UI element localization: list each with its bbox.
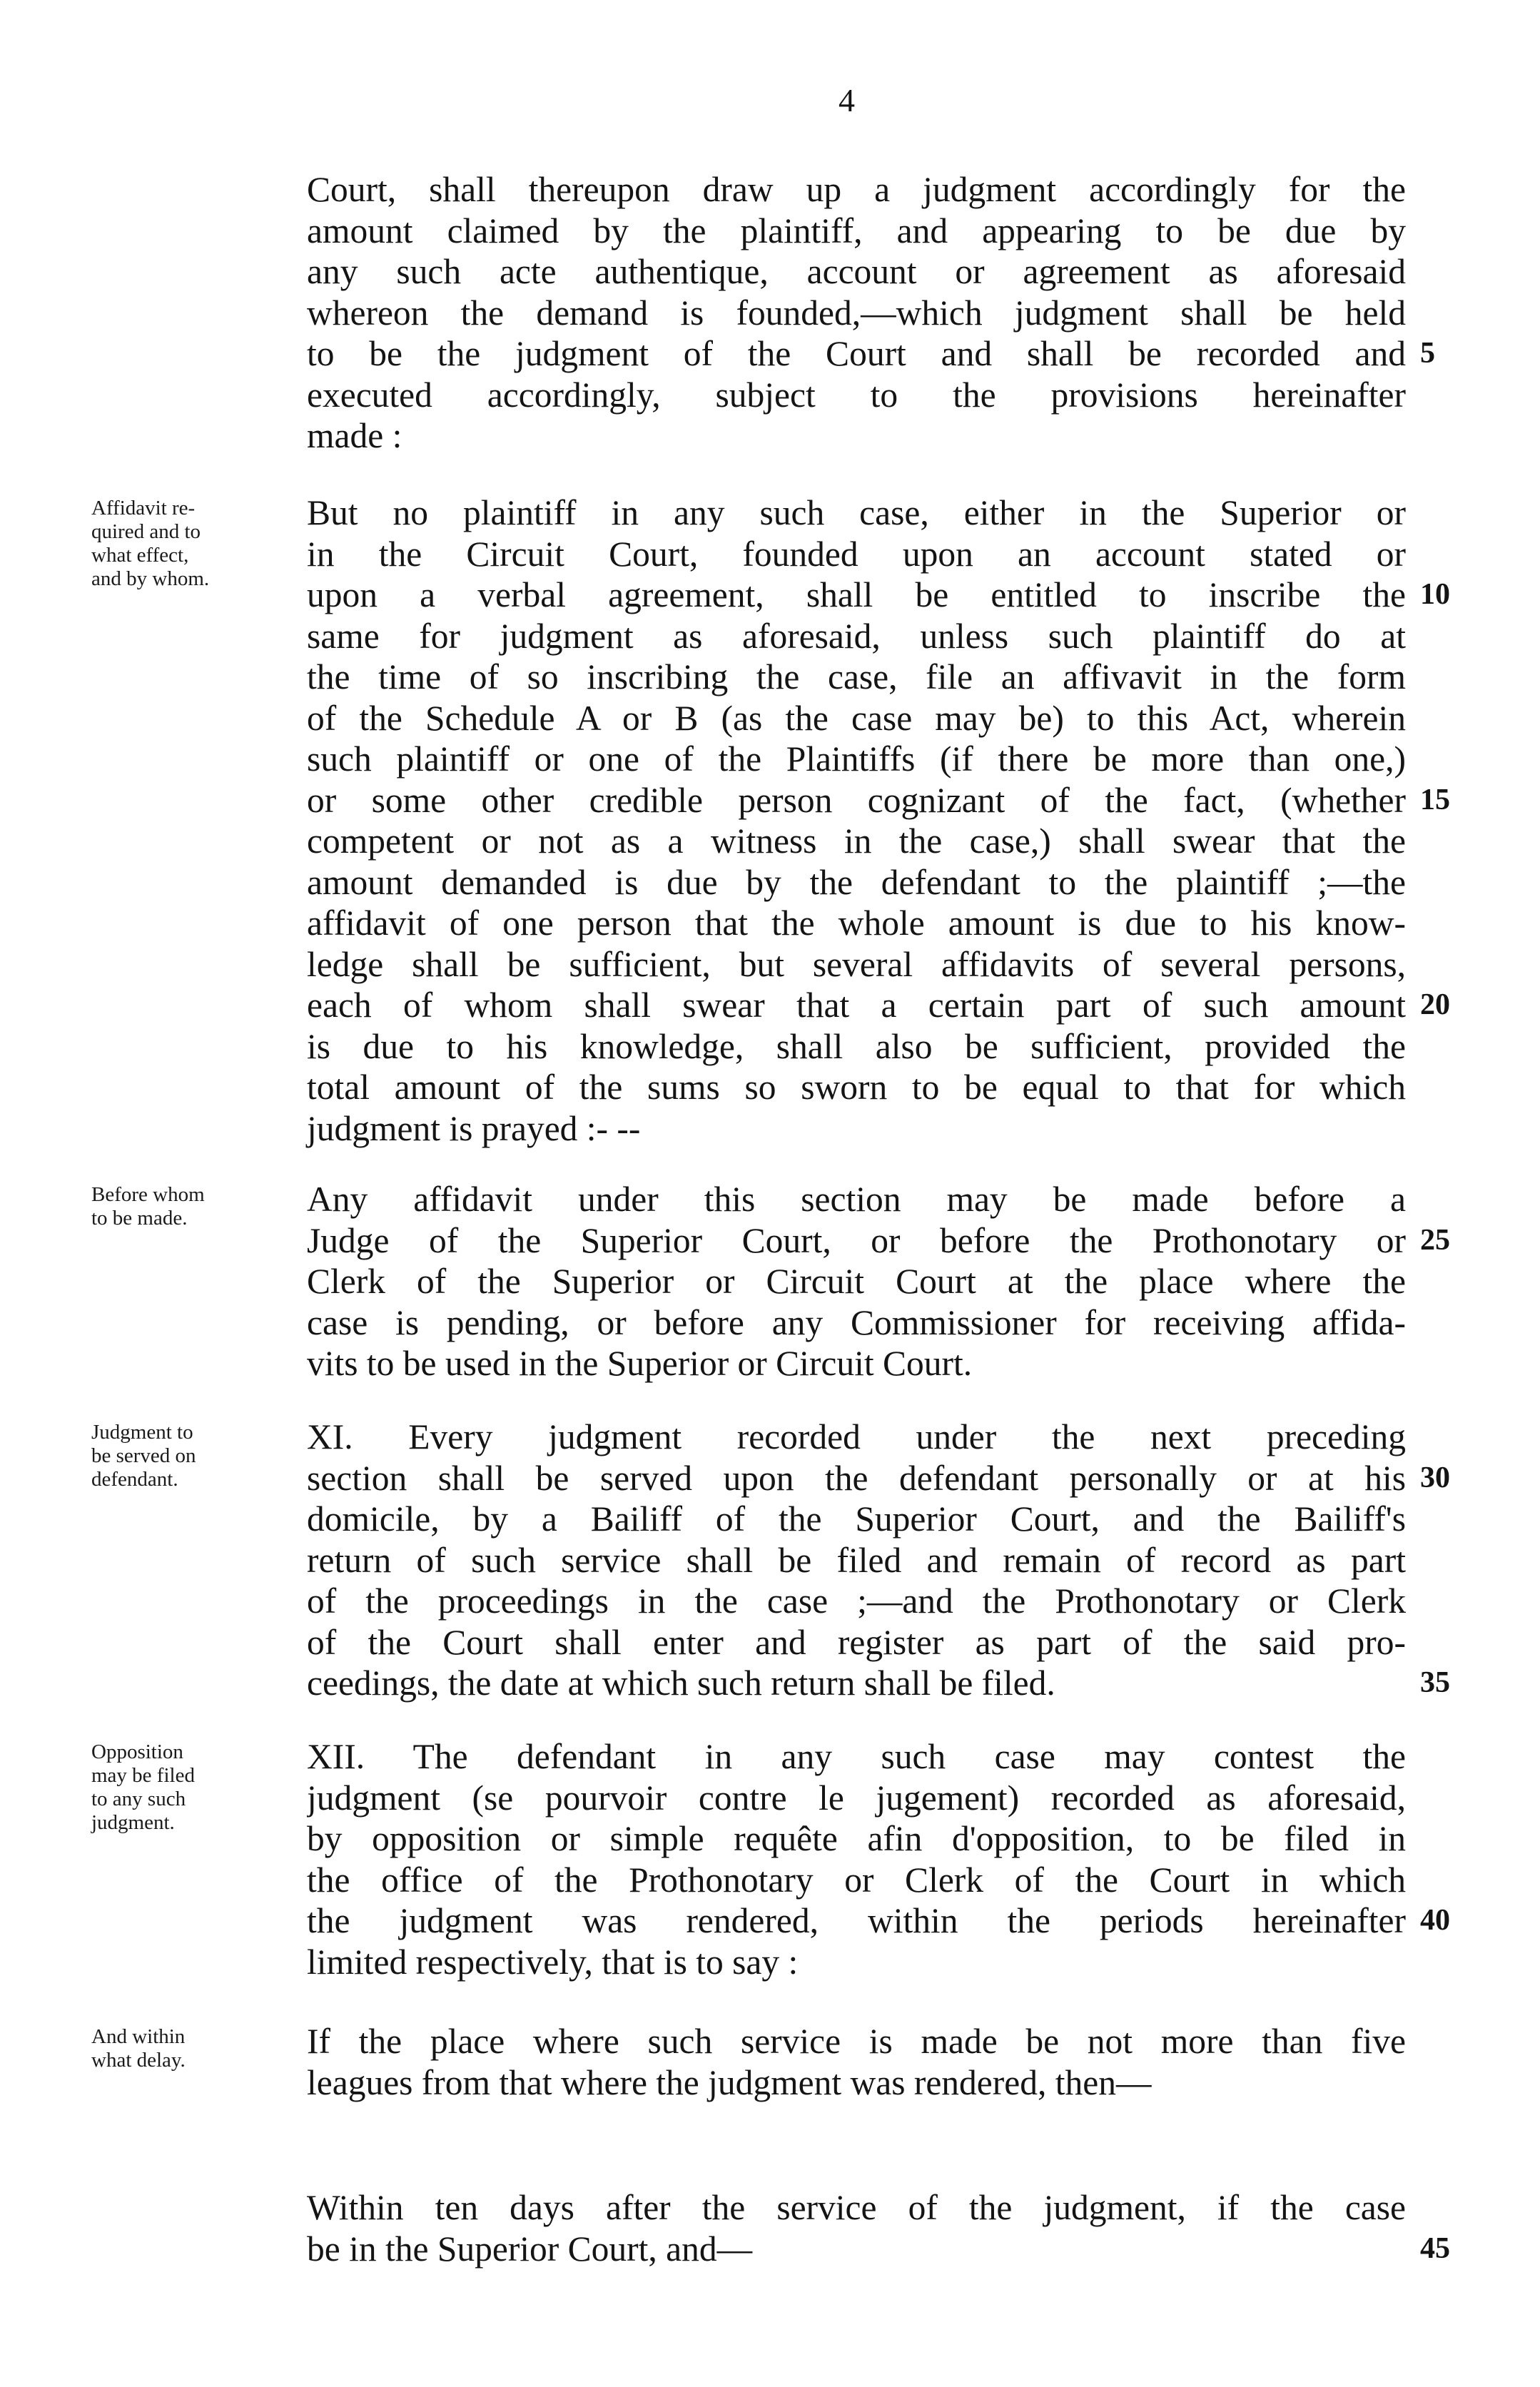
text-line-content: XI. Every judgment recorded under the next preceding xyxy=(307,1417,1406,1456)
text-line xyxy=(307,944,1406,985)
text-line xyxy=(307,1261,1406,1302)
text-line xyxy=(307,574,1406,615)
text-line xyxy=(307,1026,1406,1067)
text-line xyxy=(307,1108,1406,1149)
margin-note-line: what delay. xyxy=(91,2049,186,2072)
text-line-content: section shall be served upon the defendant personally or at his xyxy=(307,1459,1406,1498)
text-line xyxy=(307,2187,1406,2228)
margin-note xyxy=(91,497,270,591)
text-line-content: Any affidavit under this section may be made before a xyxy=(307,1180,1406,1219)
line-number: 20 xyxy=(1420,988,1450,1021)
text-line-content: affidavit of one person that the whole amount is due to his know- xyxy=(307,903,1406,943)
text-line xyxy=(307,698,1406,739)
margin-note-line: defendant. xyxy=(91,1468,178,1491)
text-line xyxy=(307,251,1406,292)
text-line xyxy=(307,211,1406,251)
text-line xyxy=(307,780,1406,821)
margin-note-line: Judgment to xyxy=(91,1421,193,1444)
margin-note-line: to any such xyxy=(91,1788,186,1810)
text-line-content: leagues from that where the judgment was rendered, then— xyxy=(307,2063,1152,2102)
text-line-content: XII. The defendant in any such case may contest the xyxy=(307,1737,1406,1776)
text-line xyxy=(307,903,1406,943)
line-number: 35 xyxy=(1420,1666,1450,1699)
text-line xyxy=(307,534,1406,574)
text-line xyxy=(307,1818,1406,1859)
text-line-content: Court, shall thereupon draw up a judgment accordingly for the xyxy=(307,170,1406,209)
text-line xyxy=(307,1417,1406,1457)
text-line-content: judgment is prayed :- -- xyxy=(307,1109,641,1148)
text-line-content: the office of the Prothonotary or Clerk of the Court in which xyxy=(307,1860,1406,1900)
text-line xyxy=(307,616,1406,657)
text-line-content: amount claimed by the plaintiff, and appearing to be due by xyxy=(307,211,1406,250)
text-line-content: domicile, by a Bailiff of the Superior Court, and the Bailiff's xyxy=(307,1499,1406,1539)
line-number: 10 xyxy=(1420,578,1450,611)
margin-note-line: quired and to xyxy=(91,520,201,543)
text-line xyxy=(307,1499,1406,1539)
text-line-content: same for judgment as aforesaid, unless such plaintiff do at xyxy=(307,617,1406,656)
text-line-content: the time of so inscribing the case, file an affivavit in the form xyxy=(307,657,1406,696)
text-line xyxy=(307,2229,1406,2269)
margin-note-line: And within xyxy=(91,2025,186,2048)
text-line xyxy=(307,1581,1406,1621)
text-line-content: Within ten days after the service of the judgment, if the case xyxy=(307,2188,1406,2227)
text-line-content: competent or not as a witness in the case,) shall swear that the xyxy=(307,821,1406,861)
text-line-content: upon a verbal agreement, shall be entitled to inscribe the xyxy=(307,575,1406,614)
text-line-content: But no plaintiff in any such case, either in the Superior or xyxy=(307,493,1406,532)
text-line xyxy=(307,821,1406,861)
text-line-content: Clerk of the Superior or Circuit Court at the place where the xyxy=(307,1262,1406,1301)
text-line-content: If the place where such service is made be not more than five xyxy=(307,2022,1406,2061)
text-line xyxy=(307,1778,1406,1818)
margin-note-line: to be made. xyxy=(91,1207,188,1230)
text-line xyxy=(307,2062,1406,2103)
text-line-content: of the Court shall enter and register as part of the said pro- xyxy=(307,1623,1406,1662)
line-number: 25 xyxy=(1420,1224,1450,1257)
text-line xyxy=(307,1736,1406,1777)
text-line-content: total amount of the sums so sworn to be equal to that for which xyxy=(307,1068,1406,1107)
text-line xyxy=(307,333,1406,374)
text-line-content: any such acte authentique, account or agreement as aforesaid xyxy=(307,252,1406,291)
text-line xyxy=(307,169,1406,210)
text-line-content: such plaintiff or one of the Plaintiffs (if there be more than one,) xyxy=(307,739,1406,779)
text-line xyxy=(307,2021,1406,2062)
text-line-content: judgment (se pourvoir contre le jugement) recorded as aforesaid, xyxy=(307,1778,1406,1818)
text-line-content: be in the Superior Court, and— xyxy=(307,2229,753,2269)
text-line xyxy=(307,1663,1406,1703)
text-line-content: each of whom shall swear that a certain part of such amount xyxy=(307,985,1406,1025)
text-line xyxy=(307,1900,1406,1941)
text-line xyxy=(307,375,1406,415)
text-line xyxy=(307,415,1406,456)
line-number: 40 xyxy=(1420,1904,1450,1937)
margin-note xyxy=(91,1740,270,1835)
margin-note-line: and by whom. xyxy=(91,567,210,590)
line-number: 5 xyxy=(1420,337,1435,370)
text-line xyxy=(307,1942,1406,1982)
text-line xyxy=(307,1860,1406,1900)
margin-note xyxy=(91,2025,270,2072)
text-line xyxy=(307,985,1406,1025)
text-line-content: is due to his knowledge, shall also be sufficient, provided the xyxy=(307,1027,1406,1066)
text-line-content: return of such service shall be filed and remain of record as part xyxy=(307,1541,1406,1580)
text-line-content: whereon the demand is founded,—which judgment shall be held xyxy=(307,293,1406,333)
margin-note-line: be served on xyxy=(91,1444,196,1467)
margin-note xyxy=(91,1183,270,1230)
text-line-content: ceedings, the date at which such return shall be filed. xyxy=(307,1663,1055,1703)
text-line xyxy=(307,1179,1406,1220)
margin-note-line: what effect, xyxy=(91,544,189,567)
margin-note-line: Opposition xyxy=(91,1740,183,1763)
margin-note-line: judgment. xyxy=(91,1811,175,1834)
text-line-content: made : xyxy=(307,416,402,455)
text-line xyxy=(307,1540,1406,1581)
text-line-content: ledge shall be sufficient, but several affidavits of several persons, xyxy=(307,945,1406,984)
text-line xyxy=(307,1458,1406,1499)
line-number: 15 xyxy=(1420,784,1450,816)
text-line xyxy=(307,1302,1406,1343)
text-line-content: executed accordingly, subject to the provisions hereinafter xyxy=(307,375,1406,415)
margin-note-line: may be filed xyxy=(91,1764,195,1787)
text-line xyxy=(307,293,1406,333)
text-line xyxy=(307,657,1406,697)
text-line-content: vits to be used in the Superior or Circuit Court. xyxy=(307,1344,973,1383)
text-line xyxy=(307,862,1406,903)
text-line xyxy=(307,1622,1406,1663)
margin-note-line: Before whom xyxy=(91,1183,205,1206)
margin-note xyxy=(91,1421,270,1491)
text-line-content: limited respectively, that is to say : xyxy=(307,1942,799,1982)
line-number: 30 xyxy=(1420,1461,1450,1494)
text-line-content: or some other credible person cognizant of the fact, (whether xyxy=(307,781,1406,820)
text-line-content: in the Circuit Court, founded upon an account stated or xyxy=(307,534,1406,574)
text-line xyxy=(307,1220,1406,1261)
text-line xyxy=(307,1067,1406,1108)
text-line xyxy=(307,739,1406,779)
text-line-content: the judgment was rendered, within the periods hereinafter xyxy=(307,1901,1406,1940)
text-line xyxy=(307,1343,1406,1384)
text-line-content: by opposition or simple requête afin d'opposition, to be filed in xyxy=(307,1819,1406,1858)
page-number: 4 xyxy=(839,82,855,118)
text-line xyxy=(307,492,1406,533)
text-line-content: to be the judgment of the Court and shall be recorded and xyxy=(307,334,1406,373)
margin-note-line: Affidavit re- xyxy=(91,497,196,520)
text-line-content: case is pending, or before any Commissioner for receiving affida- xyxy=(307,1303,1406,1342)
line-number: 45 xyxy=(1420,2232,1450,2265)
text-line-content: of the Schedule A or B (as the case may be) to this Act, wherein xyxy=(307,699,1406,738)
text-line-content: of the proceedings in the case ;—and the Prothonotary or Clerk xyxy=(307,1581,1406,1621)
text-line-content: amount demanded is due by the defendant to the plaintiff ;—the xyxy=(307,863,1406,902)
text-line-content: Judge of the Superior Court, or before the Prothonotary or xyxy=(307,1221,1406,1260)
